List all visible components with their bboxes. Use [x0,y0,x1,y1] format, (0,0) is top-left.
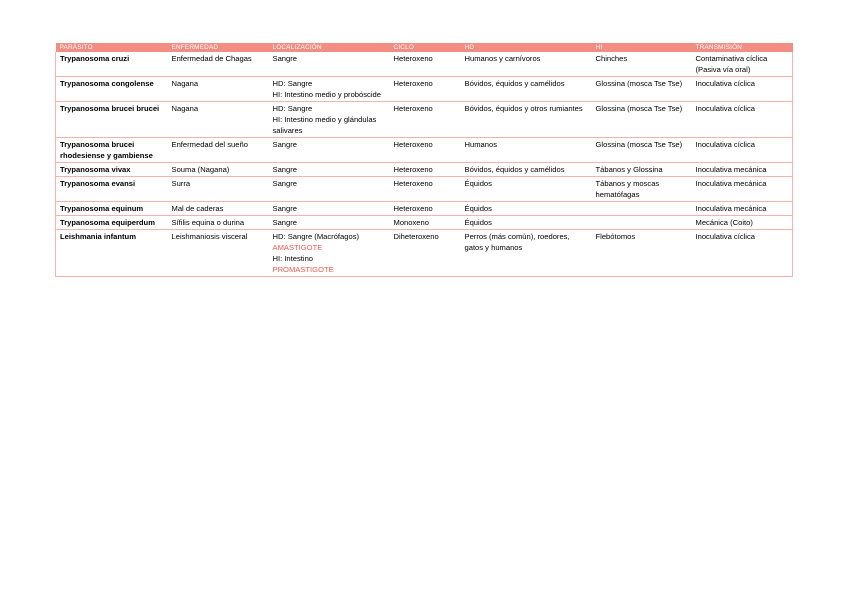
cell-parasito: Trypanosoma congolense [56,77,168,102]
cell-parasito: Trypanosoma vivax [56,163,168,177]
cell-localizacion [269,177,390,202]
cell-localizacion [269,163,390,177]
cell-enfermedad: Surra [168,177,269,202]
cell-enfermedad: Sífilis equina o durina [168,216,269,230]
loc-line: HI: Intestino medio y probóscide [272,90,381,99]
cell-enfermedad: Enfermedad de Chagas [168,52,269,77]
header-localizacion: LOCALIZACIÓN [269,43,390,52]
cell-ciclo: Heteroxeno [390,138,461,163]
cell-ciclo: Heteroxeno [390,177,461,202]
promastigote-label: PROMASTIGOTE [272,265,334,274]
cell-hd: Perros (más común), roedores, gatos y humanos [461,230,592,277]
cell-parasito: Trypanosoma equiperdum [56,216,168,230]
cell-hd: Bóvidos, équidos y otros rumiantes [461,102,592,138]
loc-line: Sangre [272,204,297,213]
cell-localizacion [269,102,390,138]
loc-line: HD: Sangre [272,104,313,113]
cell-parasito: Trypanosoma equinum [56,202,168,216]
cell-hd: Bóvidos, équidos y camélidos [461,163,592,177]
cell-ciclo: Monoxeno [390,216,461,230]
cell-parasito: Trypanosoma evansi [56,177,168,202]
cell-localizacion [269,138,390,163]
cell-transmision: Inoculativa cíclica [692,138,793,163]
cell-hd: Humanos y carnívoros [461,52,592,77]
cell-transmision: Inoculativa cíclica [692,77,793,102]
table-row [56,77,793,102]
cell-hi: Glossina (mosca Tse Tse) [592,138,692,163]
cell-localizacion [269,216,390,230]
cell-hi [592,202,692,216]
cell-hi: Tábanos y moscas hematófagas [592,177,692,202]
cell-enfermedad: Mal de caderas [168,202,269,216]
cell-hi: Tábanos y Glossina [592,163,692,177]
cell-parasito: Trypanosoma brucei brucei [56,102,168,138]
table-header-row [56,43,793,52]
cell-hd: Humanos [461,138,592,163]
header-transmision: TRANSMISIÓN [692,43,793,52]
cell-hi: Chinches [592,52,692,77]
table-row [56,216,793,230]
cell-hi: Glossina (mosca Tse Tse) [592,77,692,102]
cell-ciclo: Heteroxeno [390,102,461,138]
cell-transmision: Inoculativa mecánica [692,202,793,216]
table-row [56,52,793,77]
header-enfermedad: ENFERMEDAD [168,43,269,52]
loc-line: Sangre [272,165,297,174]
cell-hd: Équidos [461,177,592,202]
cell-ciclo: Heteroxeno [390,77,461,102]
loc-line: Sangre [272,140,297,149]
cell-parasito: Trypanosoma brucei rhodesiense y gambiense [56,138,168,163]
loc-line: Sangre [272,218,297,227]
table-row [56,102,793,138]
cell-transmision: Inoculativa mecánica [692,163,793,177]
table-row [56,202,793,216]
cell-localizacion [269,77,390,102]
table-row [56,230,793,277]
cell-enfermedad: Souma (Nagana) [168,163,269,177]
cell-transmision: Mecánica (Coito) [692,216,793,230]
cell-ciclo: Heteroxeno [390,202,461,216]
cell-transmision: Inoculativa mecánica [692,177,793,202]
cell-hi: Glossina (mosca Tse Tse) [592,102,692,138]
cell-ciclo: Heteroxeno [390,52,461,77]
cell-transmision: Inoculativa cíclica [692,102,793,138]
cell-localizacion [269,230,390,277]
cell-hi [592,216,692,230]
cell-hd: Bóvidos, équidos y camélidos [461,77,592,102]
header-parasito: PARÁSITO [56,43,168,52]
table-row [56,138,793,163]
loc-line: HI: Intestino medio y glándulas salivares [272,115,377,135]
loc-line: HD: Sangre (Macrófagos) [272,232,360,241]
cell-hd: Équidos [461,202,592,216]
loc-line: HD: Sangre [272,79,313,88]
cell-enfermedad: Enfermedad del sueño [168,138,269,163]
cell-enfermedad: Leishmaniosis visceral [168,230,269,277]
cell-parasito: Leishmania infantum [56,230,168,277]
cell-hd: Équidos [461,216,592,230]
cell-hi: Flebótomos [592,230,692,277]
parasite-table [55,43,793,277]
cell-localizacion [269,202,390,216]
cell-localizacion [269,52,390,77]
header-hd: HD [461,43,592,52]
cell-transmision: Contaminativa cíclica (Pasiva vía oral) [692,52,793,77]
table-row [56,163,793,177]
cell-ciclo: Diheteroxeno [390,230,461,277]
header-hi: HI [592,43,692,52]
table-row [56,177,793,202]
cell-parasito: Trypanosoma cruzi [56,52,168,77]
cell-enfermedad: Nagana [168,102,269,138]
loc-line: Sangre [272,54,297,63]
header-ciclo: CICLO [390,43,461,52]
cell-enfermedad: Nagana [168,77,269,102]
loc-line: HI: Intestino [272,254,314,263]
loc-line: Sangre [272,179,297,188]
cell-ciclo: Heteroxeno [390,163,461,177]
cell-transmision: Inoculativa cíclica [692,230,793,277]
amastigote-label: AMASTIGOTE [272,243,323,252]
